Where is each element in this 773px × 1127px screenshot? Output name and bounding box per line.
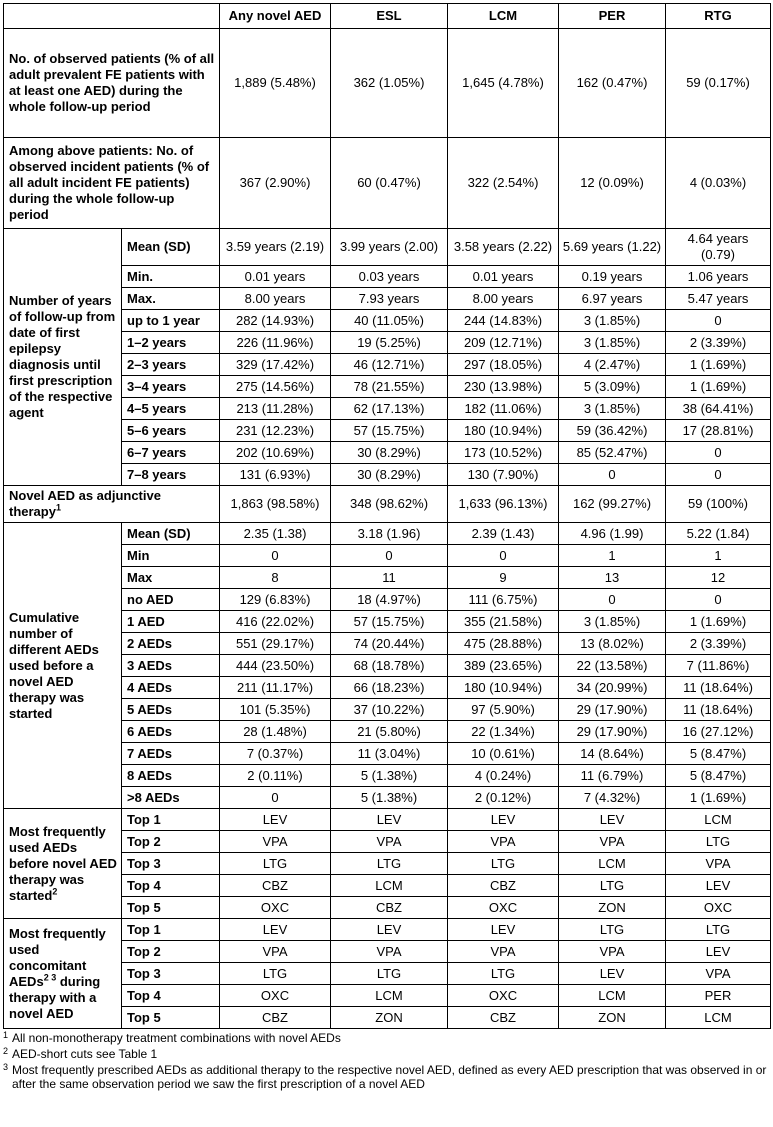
cell: 162 (99.27%) [559, 486, 666, 523]
cell: 230 (13.98%) [448, 376, 559, 398]
cell: VPA [666, 963, 771, 985]
sub-label: Mean (SD) [122, 523, 220, 545]
cell: 1,863 (98.58%) [220, 486, 331, 523]
cell: 3.59 years (2.19) [220, 229, 331, 266]
cell: 10 (0.61%) [448, 743, 559, 765]
sub-label: 3–4 years [122, 376, 220, 398]
cell: 5 (8.47%) [666, 743, 771, 765]
sub-label: Top 4 [122, 875, 220, 897]
cell: 0 [559, 589, 666, 611]
cell: 7 (11.86%) [666, 655, 771, 677]
cell: VPA [448, 831, 559, 853]
cell: OXC [448, 897, 559, 919]
cell: LTG [559, 919, 666, 941]
cell: 0.03 years [331, 266, 448, 288]
cell: 7 (0.37%) [220, 743, 331, 765]
group-label [4, 229, 122, 486]
cell: 111 (6.75%) [448, 589, 559, 611]
table-row [4, 138, 771, 229]
cell: LTG [331, 963, 448, 985]
cell: 131 (6.93%) [220, 464, 331, 486]
sub-label: 4–5 years [122, 398, 220, 420]
sub-label: Min. [122, 266, 220, 288]
cell: 14 (8.64%) [559, 743, 666, 765]
group-label [4, 523, 122, 809]
sub-label: Top 5 [122, 1007, 220, 1029]
footnote-mark: 2 [52, 886, 58, 897]
cell: OXC [448, 985, 559, 1007]
cell: 5 (3.09%) [559, 376, 666, 398]
cell: 0 [331, 545, 448, 567]
footnote-1: 1 All non-monotherapy treatment combinations with novel AEDs [3, 1030, 341, 1045]
cell: 16 (27.12%) [666, 721, 771, 743]
table-row [4, 809, 771, 831]
header-esl: ESL [331, 4, 448, 29]
cell: 282 (14.93%) [220, 310, 331, 332]
cell: 3 (1.85%) [559, 398, 666, 420]
sub-label: 6–7 years [122, 442, 220, 464]
cell: 18 (4.97%) [331, 589, 448, 611]
row-label [4, 486, 220, 523]
cell: 1 (1.69%) [666, 376, 771, 398]
footnotes [3, 1031, 770, 1091]
cell: VPA [220, 941, 331, 963]
cell: 1.06 years [666, 266, 771, 288]
cell: 59 (0.17%) [666, 29, 771, 138]
cell: 182 (11.06%) [448, 398, 559, 420]
cell: 57 (15.75%) [331, 611, 448, 633]
cell: 5.47 years [666, 288, 771, 310]
cell: 0 [666, 442, 771, 464]
cell: LEV [220, 809, 331, 831]
cell: 19 (5.25%) [331, 332, 448, 354]
cell: CBZ [220, 1007, 331, 1029]
cell: 355 (21.58%) [448, 611, 559, 633]
header-empty [4, 4, 220, 29]
cell: 1 (1.69%) [666, 611, 771, 633]
group-label-text: Cumulative number of different AEDs used before a novel AED therapy was started [9, 609, 99, 721]
cell: OXC [220, 985, 331, 1007]
cell: 130 (7.90%) [448, 464, 559, 486]
cell: 13 (8.02%) [559, 633, 666, 655]
cell: CBZ [448, 875, 559, 897]
cell: OXC [220, 897, 331, 919]
cell: 66 (18.23%) [331, 677, 448, 699]
sub-label: Top 1 [122, 809, 220, 831]
footnote-text: All non-monotherapy treatment combinations with novel AEDs [12, 1031, 341, 1045]
cell: LTG [220, 963, 331, 985]
cell: 551 (29.17%) [220, 633, 331, 655]
sub-label: 7 AEDs [122, 743, 220, 765]
cell: LTG [331, 853, 448, 875]
cell: OXC [666, 897, 771, 919]
cell: 244 (14.83%) [448, 310, 559, 332]
cell: VPA [220, 831, 331, 853]
cell: 12 [666, 567, 771, 589]
cell: 3.99 years (2.00) [331, 229, 448, 266]
cell: 416 (22.02%) [220, 611, 331, 633]
cell: 5 (1.38%) [331, 765, 448, 787]
cell: LTG [666, 919, 771, 941]
cell: 0 [559, 464, 666, 486]
most-before-group [4, 809, 771, 919]
cell: 21 (5.80%) [331, 721, 448, 743]
header-row [4, 4, 771, 29]
header-rtg: RTG [666, 4, 771, 29]
sub-label: Min [122, 545, 220, 567]
table-row [4, 486, 771, 523]
cell: 329 (17.42%) [220, 354, 331, 376]
cell: 2 (3.39%) [666, 633, 771, 655]
cell: 3 (1.85%) [559, 332, 666, 354]
cell: 322 (2.54%) [448, 138, 559, 229]
cell: 30 (8.29%) [331, 464, 448, 486]
sub-label: 1–2 years [122, 332, 220, 354]
sub-label: Top 2 [122, 831, 220, 853]
table-row [4, 29, 771, 138]
cell: VPA [666, 853, 771, 875]
cell: 3 (1.85%) [559, 310, 666, 332]
cell: 59 (36.42%) [559, 420, 666, 442]
cell: LTG [220, 853, 331, 875]
cell: 17 (28.81%) [666, 420, 771, 442]
cell: 1 (1.69%) [666, 354, 771, 376]
cell: 29 (17.90%) [559, 699, 666, 721]
cell: 226 (11.96%) [220, 332, 331, 354]
cell: 60 (0.47%) [331, 138, 448, 229]
cell: 12 (0.09%) [559, 138, 666, 229]
cell: 5.69 years (1.22) [559, 229, 666, 266]
cell: 129 (6.83%) [220, 589, 331, 611]
footnote-mark: 1 [55, 502, 61, 513]
cell: 34 (20.99%) [559, 677, 666, 699]
novel-aed-table [3, 3, 771, 1029]
cell: LCM [331, 875, 448, 897]
cell: 2.39 (1.43) [448, 523, 559, 545]
table-container [3, 3, 770, 1093]
cell: 59 (100%) [666, 486, 771, 523]
cell: 231 (12.23%) [220, 420, 331, 442]
cell: 475 (28.88%) [448, 633, 559, 655]
cell: LEV [666, 941, 771, 963]
followup-group [4, 229, 771, 486]
cell: 8.00 years [448, 288, 559, 310]
cell: 11 (3.04%) [331, 743, 448, 765]
cell: 30 (8.29%) [331, 442, 448, 464]
cell: 4 (2.47%) [559, 354, 666, 376]
sub-label: Top 5 [122, 897, 220, 919]
cell: LCM [666, 809, 771, 831]
cell: VPA [559, 831, 666, 853]
cell: 62 (17.13%) [331, 398, 448, 420]
group-label-text: Most frequently used concomitant AEDs [9, 925, 106, 989]
cell: 180 (10.94%) [448, 677, 559, 699]
cell: 0 [666, 589, 771, 611]
cell: 37 (10.22%) [331, 699, 448, 721]
sub-label: Top 3 [122, 853, 220, 875]
cell: 180 (10.94%) [448, 420, 559, 442]
cell: 46 (12.71%) [331, 354, 448, 376]
cell: ZON [331, 1007, 448, 1029]
cell: 0 [220, 787, 331, 809]
sub-label: Top 1 [122, 919, 220, 941]
cell: 362 (1.05%) [331, 29, 448, 138]
cell: 8 [220, 567, 331, 589]
cell: ZON [559, 897, 666, 919]
cell: VPA [331, 941, 448, 963]
cell: 0 [220, 545, 331, 567]
cell: VPA [331, 831, 448, 853]
cell: LCM [331, 985, 448, 1007]
cell: 3.18 (1.96) [331, 523, 448, 545]
table-row [4, 523, 771, 545]
cell: 348 (98.62%) [331, 486, 448, 523]
cell: 0 [666, 464, 771, 486]
cell: 3 (1.85%) [559, 611, 666, 633]
cell: CBZ [448, 1007, 559, 1029]
sub-label: no AED [122, 589, 220, 611]
cell: LEV [448, 919, 559, 941]
cell: 68 (18.78%) [331, 655, 448, 677]
cell: 1 (1.69%) [666, 787, 771, 809]
cell: 2 (0.11%) [220, 765, 331, 787]
cell: LCM [559, 853, 666, 875]
group-label-text: Most frequently used AEDs before novel AED therapy was started [9, 823, 117, 903]
cell: 444 (23.50%) [220, 655, 331, 677]
cell: 1 [666, 545, 771, 567]
cell: CBZ [331, 897, 448, 919]
cell: 4 (0.03%) [666, 138, 771, 229]
cell: 22 (13.58%) [559, 655, 666, 677]
cell: 11 [331, 567, 448, 589]
cell: LEV [331, 809, 448, 831]
sub-label: Max. [122, 288, 220, 310]
sub-label: Mean (SD) [122, 229, 220, 266]
footnote-mark: 2 3 [43, 972, 57, 983]
cell: 22 (1.34%) [448, 721, 559, 743]
cell: 1,633 (96.13%) [448, 486, 559, 523]
header-per: PER [559, 4, 666, 29]
cell: 97 (5.90%) [448, 699, 559, 721]
cell: 0.01 years [220, 266, 331, 288]
cell: 2.35 (1.38) [220, 523, 331, 545]
cell: LEV [559, 809, 666, 831]
cell: LEV [331, 919, 448, 941]
cell: 3.58 years (2.22) [448, 229, 559, 266]
cell: ZON [559, 1007, 666, 1029]
sub-label: Top 4 [122, 985, 220, 1007]
row-label: Among above patients: No. of observed incident patients (% of all adult incident FE patients) during the whole follow-up period [4, 138, 220, 229]
cell: 78 (21.55%) [331, 376, 448, 398]
cell: 0 [448, 545, 559, 567]
cell: 38 (64.41%) [666, 398, 771, 420]
cell: 9 [448, 567, 559, 589]
cell: 209 (12.71%) [448, 332, 559, 354]
cell: 5 (8.47%) [666, 765, 771, 787]
cell: LTG [559, 875, 666, 897]
cell: 389 (23.65%) [448, 655, 559, 677]
cell: 101 (5.35%) [220, 699, 331, 721]
cell: 2 (3.39%) [666, 332, 771, 354]
cell: LCM [559, 985, 666, 1007]
concomitant-group [4, 919, 771, 1029]
sub-label: 2–3 years [122, 354, 220, 376]
cell: CBZ [220, 875, 331, 897]
sub-label: 4 AEDs [122, 677, 220, 699]
cell: 4.96 (1.99) [559, 523, 666, 545]
sub-label: up to 1 year [122, 310, 220, 332]
cell: 8.00 years [220, 288, 331, 310]
sub-label: Max [122, 567, 220, 589]
group-label [4, 809, 122, 919]
cell: 1,645 (4.78%) [448, 29, 559, 138]
cell: 13 [559, 567, 666, 589]
cell: 7.93 years [331, 288, 448, 310]
sub-label: 2 AEDs [122, 633, 220, 655]
sub-label: 7–8 years [122, 464, 220, 486]
row-label: No. of observed patients (% of all adult prevalent FE patients with at least one AED) during the whole follow-up period [4, 29, 220, 138]
cell: 1,889 (5.48%) [220, 29, 331, 138]
cell: 28 (1.48%) [220, 721, 331, 743]
cell: 40 (11.05%) [331, 310, 448, 332]
cell: VPA [559, 941, 666, 963]
footnote-text: AED-short cuts see Table 1 [12, 1047, 158, 1061]
cell: 74 (20.44%) [331, 633, 448, 655]
cell: LTG [448, 853, 559, 875]
cell: LTG [448, 963, 559, 985]
cell: 1 [559, 545, 666, 567]
cumulative-group [4, 523, 771, 809]
sub-label: 6 AEDs [122, 721, 220, 743]
footnote-text: Most frequently prescribed AEDs as additional therapy to the respective novel AED, defined as every AED prescription that was observed in or after the same observation period we saw the first prescription of a novel AED [12, 1063, 767, 1091]
sub-label: 5–6 years [122, 420, 220, 442]
cell: 57 (15.75%) [331, 420, 448, 442]
footnote-2: 2 AED-short cuts see Table 1 [3, 1046, 158, 1061]
cell: 202 (10.69%) [220, 442, 331, 464]
sub-label: Top 2 [122, 941, 220, 963]
cell: 162 (0.47%) [559, 29, 666, 138]
footnote-3: 3 Most frequently prescribed AEDs as additional therapy to the respective novel AED, defined as every AED prescription that was observed in or after the same observation period we saw the first prescription of a novel AED [3, 1062, 767, 1091]
adjunctive-label: Novel AED as adjunctive therapy [9, 488, 161, 519]
cell: 7 (4.32%) [559, 787, 666, 809]
sub-label: 1 AED [122, 611, 220, 633]
sub-label: >8 AEDs [122, 787, 220, 809]
cell: LTG [666, 831, 771, 853]
cell: LEV [559, 963, 666, 985]
cell: 275 (14.56%) [220, 376, 331, 398]
cell: 211 (11.17%) [220, 677, 331, 699]
cell: PER [666, 985, 771, 1007]
cell: 367 (2.90%) [220, 138, 331, 229]
cell: VPA [448, 941, 559, 963]
cell: 11 (18.64%) [666, 677, 771, 699]
cell: 11 (6.79%) [559, 765, 666, 787]
sub-label: Top 3 [122, 963, 220, 985]
cell: LEV [448, 809, 559, 831]
cell: 4 (0.24%) [448, 765, 559, 787]
cell: 213 (11.28%) [220, 398, 331, 420]
cell: 5 (1.38%) [331, 787, 448, 809]
sub-label: 5 AEDs [122, 699, 220, 721]
group-label-text: during therapy with a novel AED [9, 973, 101, 1021]
group-label-text: Number of years of follow-up from date of first epilepsy diagnosis until first prescription of the respective agent [9, 293, 116, 420]
cell: LCM [666, 1007, 771, 1029]
header-lcm: LCM [448, 4, 559, 29]
header-any-novel-aed: Any novel AED [220, 4, 331, 29]
cell: 0.19 years [559, 266, 666, 288]
cell: 5.22 (1.84) [666, 523, 771, 545]
cell: 4.64 years (0.79) [666, 229, 771, 266]
sub-label: 3 AEDs [122, 655, 220, 677]
cell: LEV [666, 875, 771, 897]
cell: LEV [220, 919, 331, 941]
sub-label: 8 AEDs [122, 765, 220, 787]
cell: 0 [666, 310, 771, 332]
cell: 6.97 years [559, 288, 666, 310]
cell: 0.01 years [448, 266, 559, 288]
cell: 173 (10.52%) [448, 442, 559, 464]
cell: 297 (18.05%) [448, 354, 559, 376]
table-row [4, 919, 771, 941]
table-row [4, 229, 771, 266]
cell: 11 (18.64%) [666, 699, 771, 721]
cell: 29 (17.90%) [559, 721, 666, 743]
cell: 2 (0.12%) [448, 787, 559, 809]
cell: 85 (52.47%) [559, 442, 666, 464]
group-label [4, 919, 122, 1029]
